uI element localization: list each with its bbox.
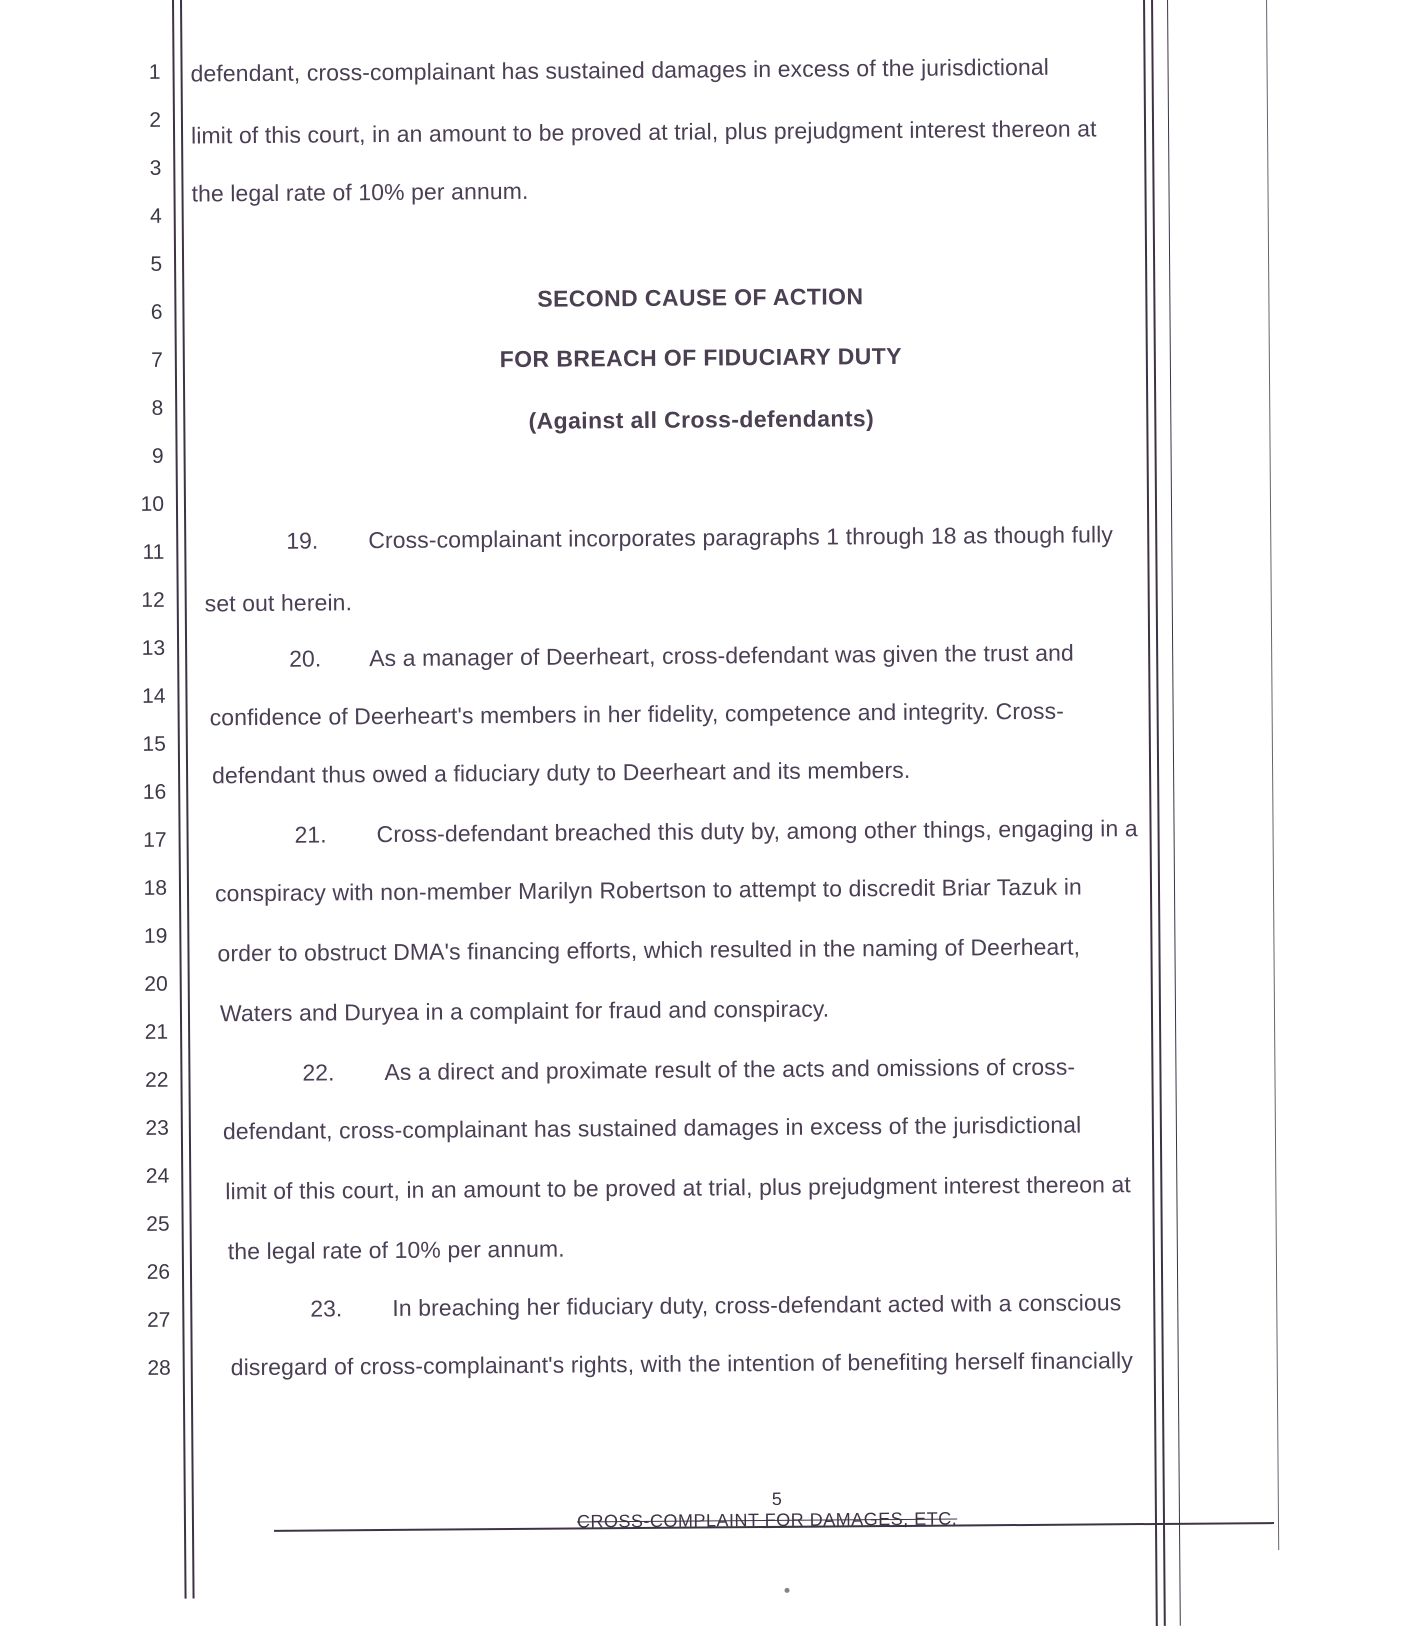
line-number: 27 (146, 1308, 171, 1332)
body-line: defendant, cross-complainant has sustained damages in excess of the jurisdictional (190, 53, 1050, 87)
left-margin-rule-outer (172, 0, 187, 1599)
line-number: 28 (147, 1356, 171, 1380)
paragraph-number: 21. (294, 821, 327, 848)
line-number: 2 (149, 108, 162, 132)
line-number: 21 (144, 1020, 169, 1044)
line-number: 6 (150, 300, 163, 324)
body-line: limit of this court, in an amount to be proved at trial, plus prejudgment interest thereon at (225, 1171, 1131, 1205)
line-number: 16 (142, 780, 167, 804)
line-number: 3 (149, 156, 162, 180)
line-number: 10 (140, 492, 165, 516)
line-number: 1 (148, 60, 161, 84)
body-line: the legal rate of 10% per annum. (227, 1235, 565, 1265)
line-number: 19 (143, 924, 168, 948)
paragraph-number: 19. (286, 527, 319, 554)
line-number: 24 (145, 1164, 170, 1188)
body-line: Cross-defendant breached this duty by, among other things, engaging in a (376, 815, 1138, 848)
page-number: 5 (771, 1488, 782, 1509)
line-number: 17 (143, 828, 167, 852)
right-margin-rule-1 (1143, 0, 1158, 1626)
body-line: confidence of Deerheart's members in her fidelity, competence and integrity. Cross- (209, 697, 1064, 731)
line-number: 23 (145, 1116, 169, 1140)
line-number: 13 (141, 636, 166, 660)
line-number: 25 (146, 1212, 170, 1236)
line-number: 14 (142, 684, 166, 708)
line-number: 12 (141, 588, 165, 612)
body-line: defendant, cross-complainant has sustained damages in excess of the jurisdictional (222, 1111, 1082, 1145)
line-number: 18 (143, 876, 168, 900)
paragraph-number: 20. (289, 645, 322, 672)
body-line: As a direct and proximate result of the acts and omissions of cross- (384, 1053, 1076, 1086)
body-line: As a manager of Deerheart, cross-defendant was given the trust and (369, 639, 1074, 672)
line-number: 22 (145, 1068, 169, 1092)
section-heading-parties: (Against all Cross-defendants) (528, 405, 875, 434)
line-number: 20 (144, 972, 168, 996)
line-number: 15 (142, 732, 166, 756)
line-number: 26 (146, 1260, 171, 1284)
section-heading-title: SECOND CAUSE OF ACTION (537, 283, 864, 312)
paragraph-number: 22. (302, 1059, 335, 1086)
body-line: order to obstruct DMA's financing efforts, which resulted in the naming of Deerheart, (217, 933, 1081, 967)
body-line: limit of this court, in an amount to be proved at trial, plus prejudgment interest thereon at (190, 115, 1097, 149)
paragraph-number: 23. (310, 1295, 343, 1322)
line-number: 4 (149, 204, 162, 228)
line-number: 8 (151, 396, 164, 420)
right-margin-rule-3 (1167, 0, 1181, 1626)
right-edge-rule (1266, 0, 1279, 1550)
line-number: 11 (142, 540, 165, 564)
line-number: 5 (150, 252, 163, 276)
line-number: 7 (151, 348, 163, 372)
body-line: conspiracy with non-member Marilyn Robertson to attempt to discredit Briar Tazuk in (214, 873, 1083, 907)
body-line: Waters and Duryea in a complaint for fraud and conspiracy. (219, 995, 830, 1027)
body-line: the legal rate of 10% per annum. (191, 177, 529, 207)
body-line: disregard of cross-complainant's rights, with the intention of benefiting herself financially (230, 1347, 1134, 1381)
body-line: Cross-complainant incorporates paragraphs 1 through 18 as though fully (368, 521, 1114, 554)
body-line: In breaching her fiduciary duty, cross-defendant acted with a conscious (392, 1289, 1122, 1321)
footer-document-title: CROSS-COMPLAINT FOR DAMAGES, ETC. (576, 1508, 958, 1532)
section-heading-subtitle: FOR BREACH OF FIDUCIARY DUTY (499, 342, 903, 373)
line-number: 9 (151, 444, 164, 468)
body-line: set out herein. (204, 589, 353, 617)
body-line: defendant thus owed a fiduciary duty to Deerheart and its members. (211, 756, 911, 789)
scan-speck (784, 1588, 789, 1593)
